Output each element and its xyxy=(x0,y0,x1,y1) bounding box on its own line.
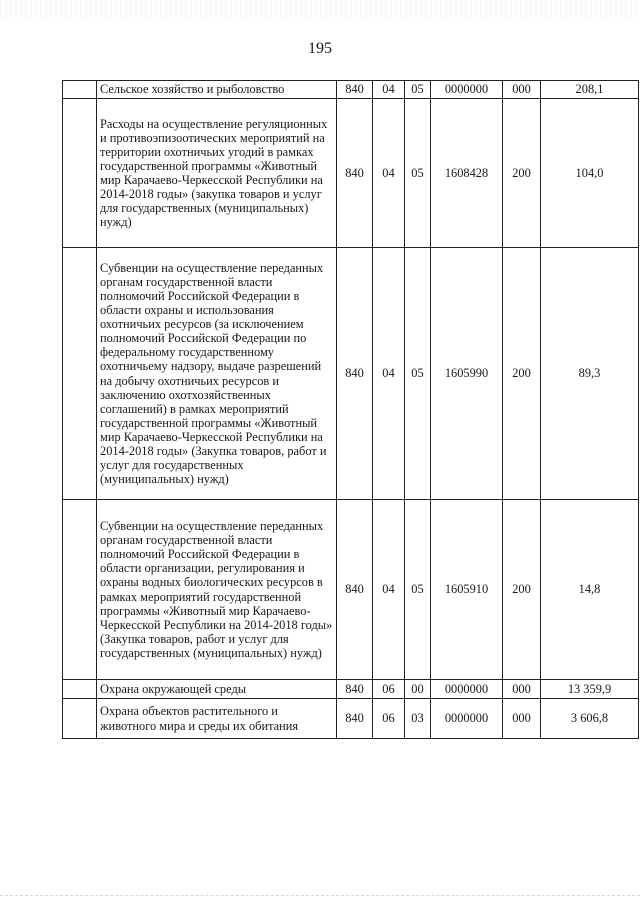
budget-table xyxy=(62,80,639,739)
table-row xyxy=(63,99,639,248)
expense-name: Расходы на осуществление регуляционных и противоэпизоотических мероприятий на территории охотничьих угодий в рамках государственной программы «Животный мир Карачаево-Черкесской Республики на 2014-2018 годы» (закупка товаров и услуг для государственных (муниципальных) нужд) xyxy=(97,99,337,248)
page-number: 195 xyxy=(308,40,332,57)
subsection-code: 00 xyxy=(405,680,431,699)
section-code: 04 xyxy=(373,248,405,500)
ved-code: 840 xyxy=(337,81,373,99)
amount: 89,3 xyxy=(541,248,639,500)
target-article-code: 0000000 xyxy=(431,680,503,699)
expense-name: Субвенции на осуществление переданных органам государственной власти полномочий Российской Федерации в области организации, регулирования и охраны водных биологических ресурсов в рамках мероприятий государственной программы «Животный мир Карачаево-Черкесской Республики на 2014-2018 годы» (Закупка товаров, работ и услуг для государственных (муниципальных) нужд) xyxy=(97,500,337,680)
table-row xyxy=(63,680,639,699)
target-article-code: 1608428 xyxy=(431,99,503,248)
ved-code: 840 xyxy=(337,248,373,500)
amount: 208,1 xyxy=(541,81,639,99)
target-article-code: 1605990 xyxy=(431,248,503,500)
section-code: 04 xyxy=(373,81,405,99)
table-row xyxy=(63,81,639,99)
table-row xyxy=(63,699,639,739)
scan-noise xyxy=(0,0,640,18)
row-index-cell xyxy=(63,81,97,99)
subsection-code: 05 xyxy=(405,99,431,248)
row-index-cell xyxy=(63,680,97,699)
subsection-code: 05 xyxy=(405,500,431,680)
subsection-code: 05 xyxy=(405,81,431,99)
row-index-cell xyxy=(63,500,97,680)
section-code: 06 xyxy=(373,699,405,739)
section-code: 04 xyxy=(373,99,405,248)
row-index-cell xyxy=(63,99,97,248)
subsection-code: 05 xyxy=(405,248,431,500)
expense-type-code: 000 xyxy=(503,680,541,699)
ved-code: 840 xyxy=(337,500,373,680)
expense-name: Охрана объектов растительного и животного мира и среды их обитания xyxy=(97,699,337,739)
expense-type-code: 200 xyxy=(503,500,541,680)
section-code: 06 xyxy=(373,680,405,699)
expense-type-code: 200 xyxy=(503,248,541,500)
expense-name: Охрана окружающей среды xyxy=(97,680,337,699)
amount: 3 606,8 xyxy=(541,699,639,739)
ved-code: 840 xyxy=(337,680,373,699)
table-row xyxy=(63,500,639,680)
row-index-cell xyxy=(63,248,97,500)
ved-code: 840 xyxy=(337,699,373,739)
expense-type-code: 200 xyxy=(503,99,541,248)
expense-type-code: 000 xyxy=(503,699,541,739)
ved-code: 840 xyxy=(337,99,373,248)
expense-type-code: 000 xyxy=(503,81,541,99)
section-code: 04 xyxy=(373,500,405,680)
amount: 14,8 xyxy=(541,500,639,680)
expense-name: Субвенции на осуществление переданных органам государственной власти полномочий Российской Федерации в области охраны и использования охотничьих ресурсов (за исключением полномочий Российской Федерации по федеральному государственному охотничьему надзору, выдаче разрешений на добычу охотничьих ресурсов и заключению охотхозяйственных соглашений) в рамках мероприятий государственной программы «Животный мир Карачаево-Черкесской Республики на 2014-2018 годы» (Закупка товаров, работ и услуг для государственных (муниципальных) нужд) xyxy=(97,248,337,500)
target-article-code: 0000000 xyxy=(431,81,503,99)
table-row xyxy=(63,248,639,500)
scan-edge xyxy=(0,895,640,906)
amount: 13 359,9 xyxy=(541,680,639,699)
row-index-cell xyxy=(63,699,97,739)
expense-name: Сельское хозяйство и рыболовство xyxy=(97,81,337,99)
target-article-code: 0000000 xyxy=(431,699,503,739)
amount: 104,0 xyxy=(541,99,639,248)
target-article-code: 1605910 xyxy=(431,500,503,680)
subsection-code: 03 xyxy=(405,699,431,739)
